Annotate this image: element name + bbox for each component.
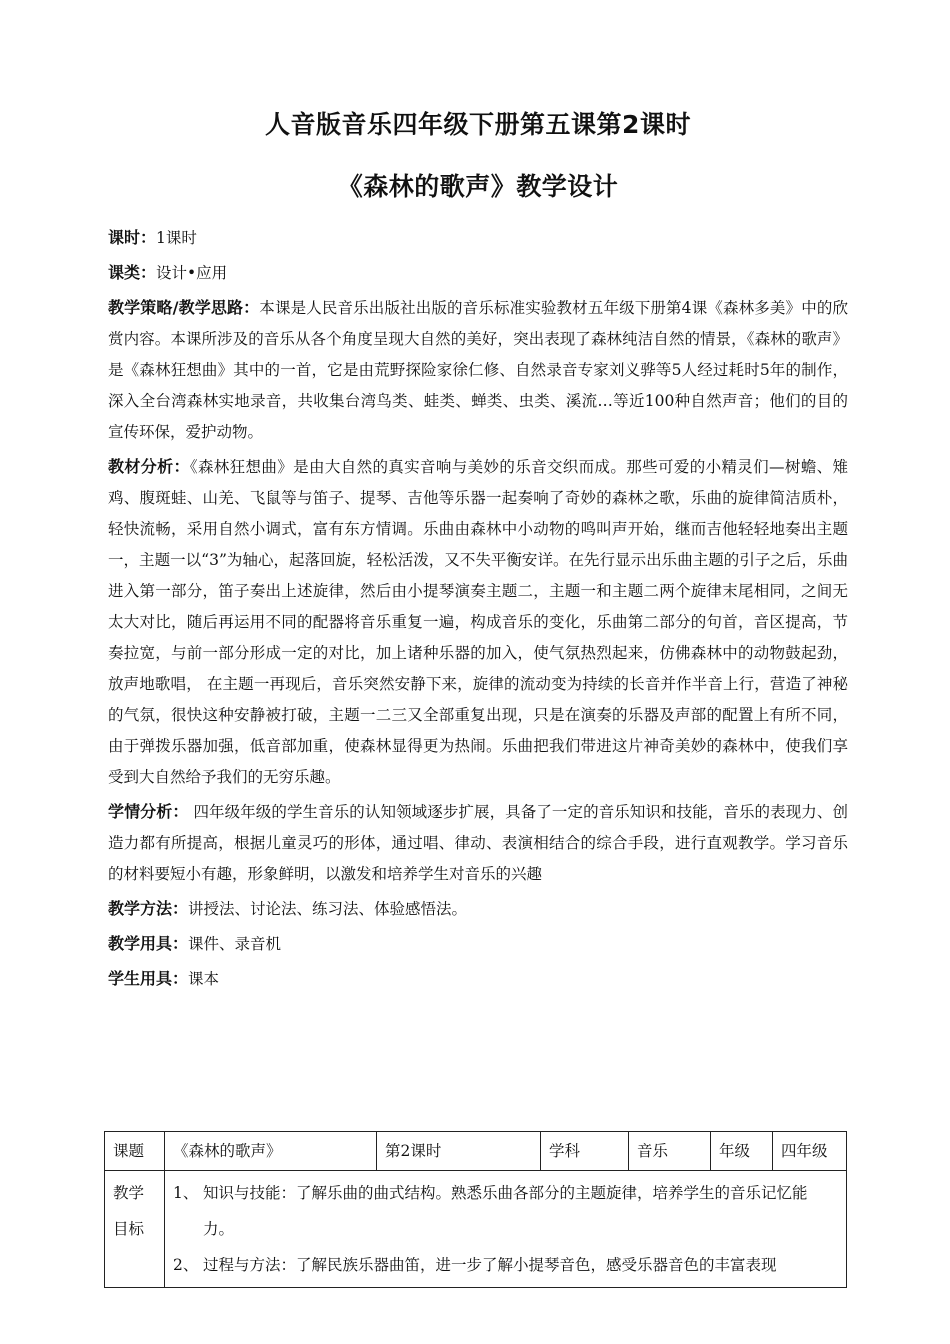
table-row (105, 1132, 847, 1171)
document-title: 人音版音乐四年级下册第五课第2课时 (265, 110, 691, 139)
field-student-tools (108, 963, 848, 995)
field-label: 课时： (108, 228, 157, 247)
field-label: 学情分析： (108, 802, 189, 821)
field-value: 讲授法、讨论法、练习法、体验感悟法。 (188, 900, 468, 918)
field-label: 课类： (108, 263, 157, 282)
table-cell-objectives (165, 1171, 847, 1288)
list-item-number: 2、 (173, 1256, 199, 1274)
field-value: 本课是人民音乐出版社出版的音乐标准实验教材五年级下册第4课《森林多美》中的欣赏内容。本课所涉及的音乐从各个角度呈现大自然的美好，突出表现了森林纯洁自然的情景，《森林的歌声》是《森林狂想曲》其中的一首，它是由荒野探险家徐仁修、自然录音专家刘义骅等5人经过耗时5年的制作，深入全台湾森林实地录音，共收集台湾鸟类、蛙类、蝉类、虫类、溪流…等近100种自然声音；他们的目的宣传环保，爱护动物。 (108, 299, 848, 441)
field-label: 学生用具： (108, 969, 189, 988)
field-lesson-type (108, 257, 848, 289)
list-item (173, 1175, 838, 1247)
field-value: 课件、录音机 (188, 935, 282, 953)
table-cell: 年级 (711, 1132, 773, 1171)
field-label: 教学方法： (108, 899, 189, 918)
lesson-info-table (104, 1131, 847, 1288)
field-label: 教材分析： (108, 457, 190, 476)
table-cell: 音乐 (629, 1132, 711, 1171)
field-value: 《森林狂想曲》是由大自然的真实音响与美妙的乐音交织而成。那些可爱的小精灵们—树蟾、雉鸡、腹斑蛙、山羌、飞鼠等与笛子、提琴、吉他等乐器一起奏响了奇妙的森林之歌，乐曲的旋律简洁质朴，轻快流畅，采用自然小调式，富有东方情调。乐曲由森林中小动物的鸣叫声开始，继而吉他轻轻地奏出主题一，主题一以“3”为轴心，起落回旋，轻松活泼，又不失平衡安详。在先行显示出乐曲主题的引子之后，乐曲进入第一部分，笛子奏出上述旋律，然后由小提琴演奏主题二，主题一和主题二两个旋律末尾相同，之间无太大对比，随后再运用不同的配器将音乐重复一遍，构成音乐的变化，乐曲第二部分的句首，音区提高，节奏拉宽，与前一部分形成一定的对比，加上诸种乐器的加入，使气氛热烈起来，仿佛森林中的动物鼓起劲，放声地歌唱， 在主题一再现后，音乐突然安静下来，旋律的流动变为持续的长音并作半音上行，营造了神秘的气氛，很快这种安静被打破，主题一二三又全部重复出现，只是在演奏的乐器及声部的配置上有所不同，由于弹拨乐器加强，低音部加重，使森林显得更为热闹。乐曲把我们带进这片神奇美妙的森林中，使我们享受到大自然给予我们的无穷乐趣。 (108, 458, 848, 786)
list-item-number: 1、 (173, 1184, 199, 1202)
table-cell: 学科 (541, 1132, 629, 1171)
document-body (108, 222, 848, 998)
field-value: 四年级年级的学生音乐的认知领域逐步扩展，具备了一定的音乐知识和技能，音乐的表现力、创造力都有所提高，根据儿童灵巧的形体，通过唱、律动、表演相结合的综合手段，进行直观教学。学习音乐的材料要短小有趣，形象鲜明，以激发和培养学生对音乐的兴趣 (108, 803, 848, 883)
field-value: 1课时 (156, 229, 197, 247)
table-cell: 《森林的歌声》 (165, 1132, 377, 1171)
objectives-list (173, 1175, 838, 1283)
table-cell: 第2课时 (377, 1132, 541, 1171)
field-teaching-methods (108, 893, 848, 925)
table-row (105, 1171, 847, 1288)
field-value: 设计•应用 (156, 264, 228, 282)
field-teaching-tools (108, 928, 848, 960)
field-material-analysis (108, 451, 848, 793)
list-item-text: 过程与方法：了解民族乐器曲笛，进一步了解小提琴音色，感受乐器音色的丰富表现 (203, 1256, 777, 1274)
table-cell: 四年级 (773, 1132, 847, 1171)
field-label: 教学用具： (108, 934, 189, 953)
document-subtitle: 《森林的歌声》教学设计 (337, 172, 619, 201)
field-student-analysis (108, 796, 848, 890)
list-item-text: 知识与技能：了解乐曲的曲式结构。熟悉乐曲各部分的主题旋律，培养学生的音乐记忆能力。 (203, 1184, 808, 1238)
field-strategy (108, 292, 848, 448)
list-item (173, 1247, 838, 1283)
field-lesson-time (108, 222, 848, 254)
field-value: 课本 (188, 970, 220, 988)
table-cell: 课题 (105, 1132, 165, 1171)
table-cell-objectives-label: 教学目标 (105, 1171, 165, 1288)
field-label: 教学策略/教学思路： (108, 298, 260, 317)
